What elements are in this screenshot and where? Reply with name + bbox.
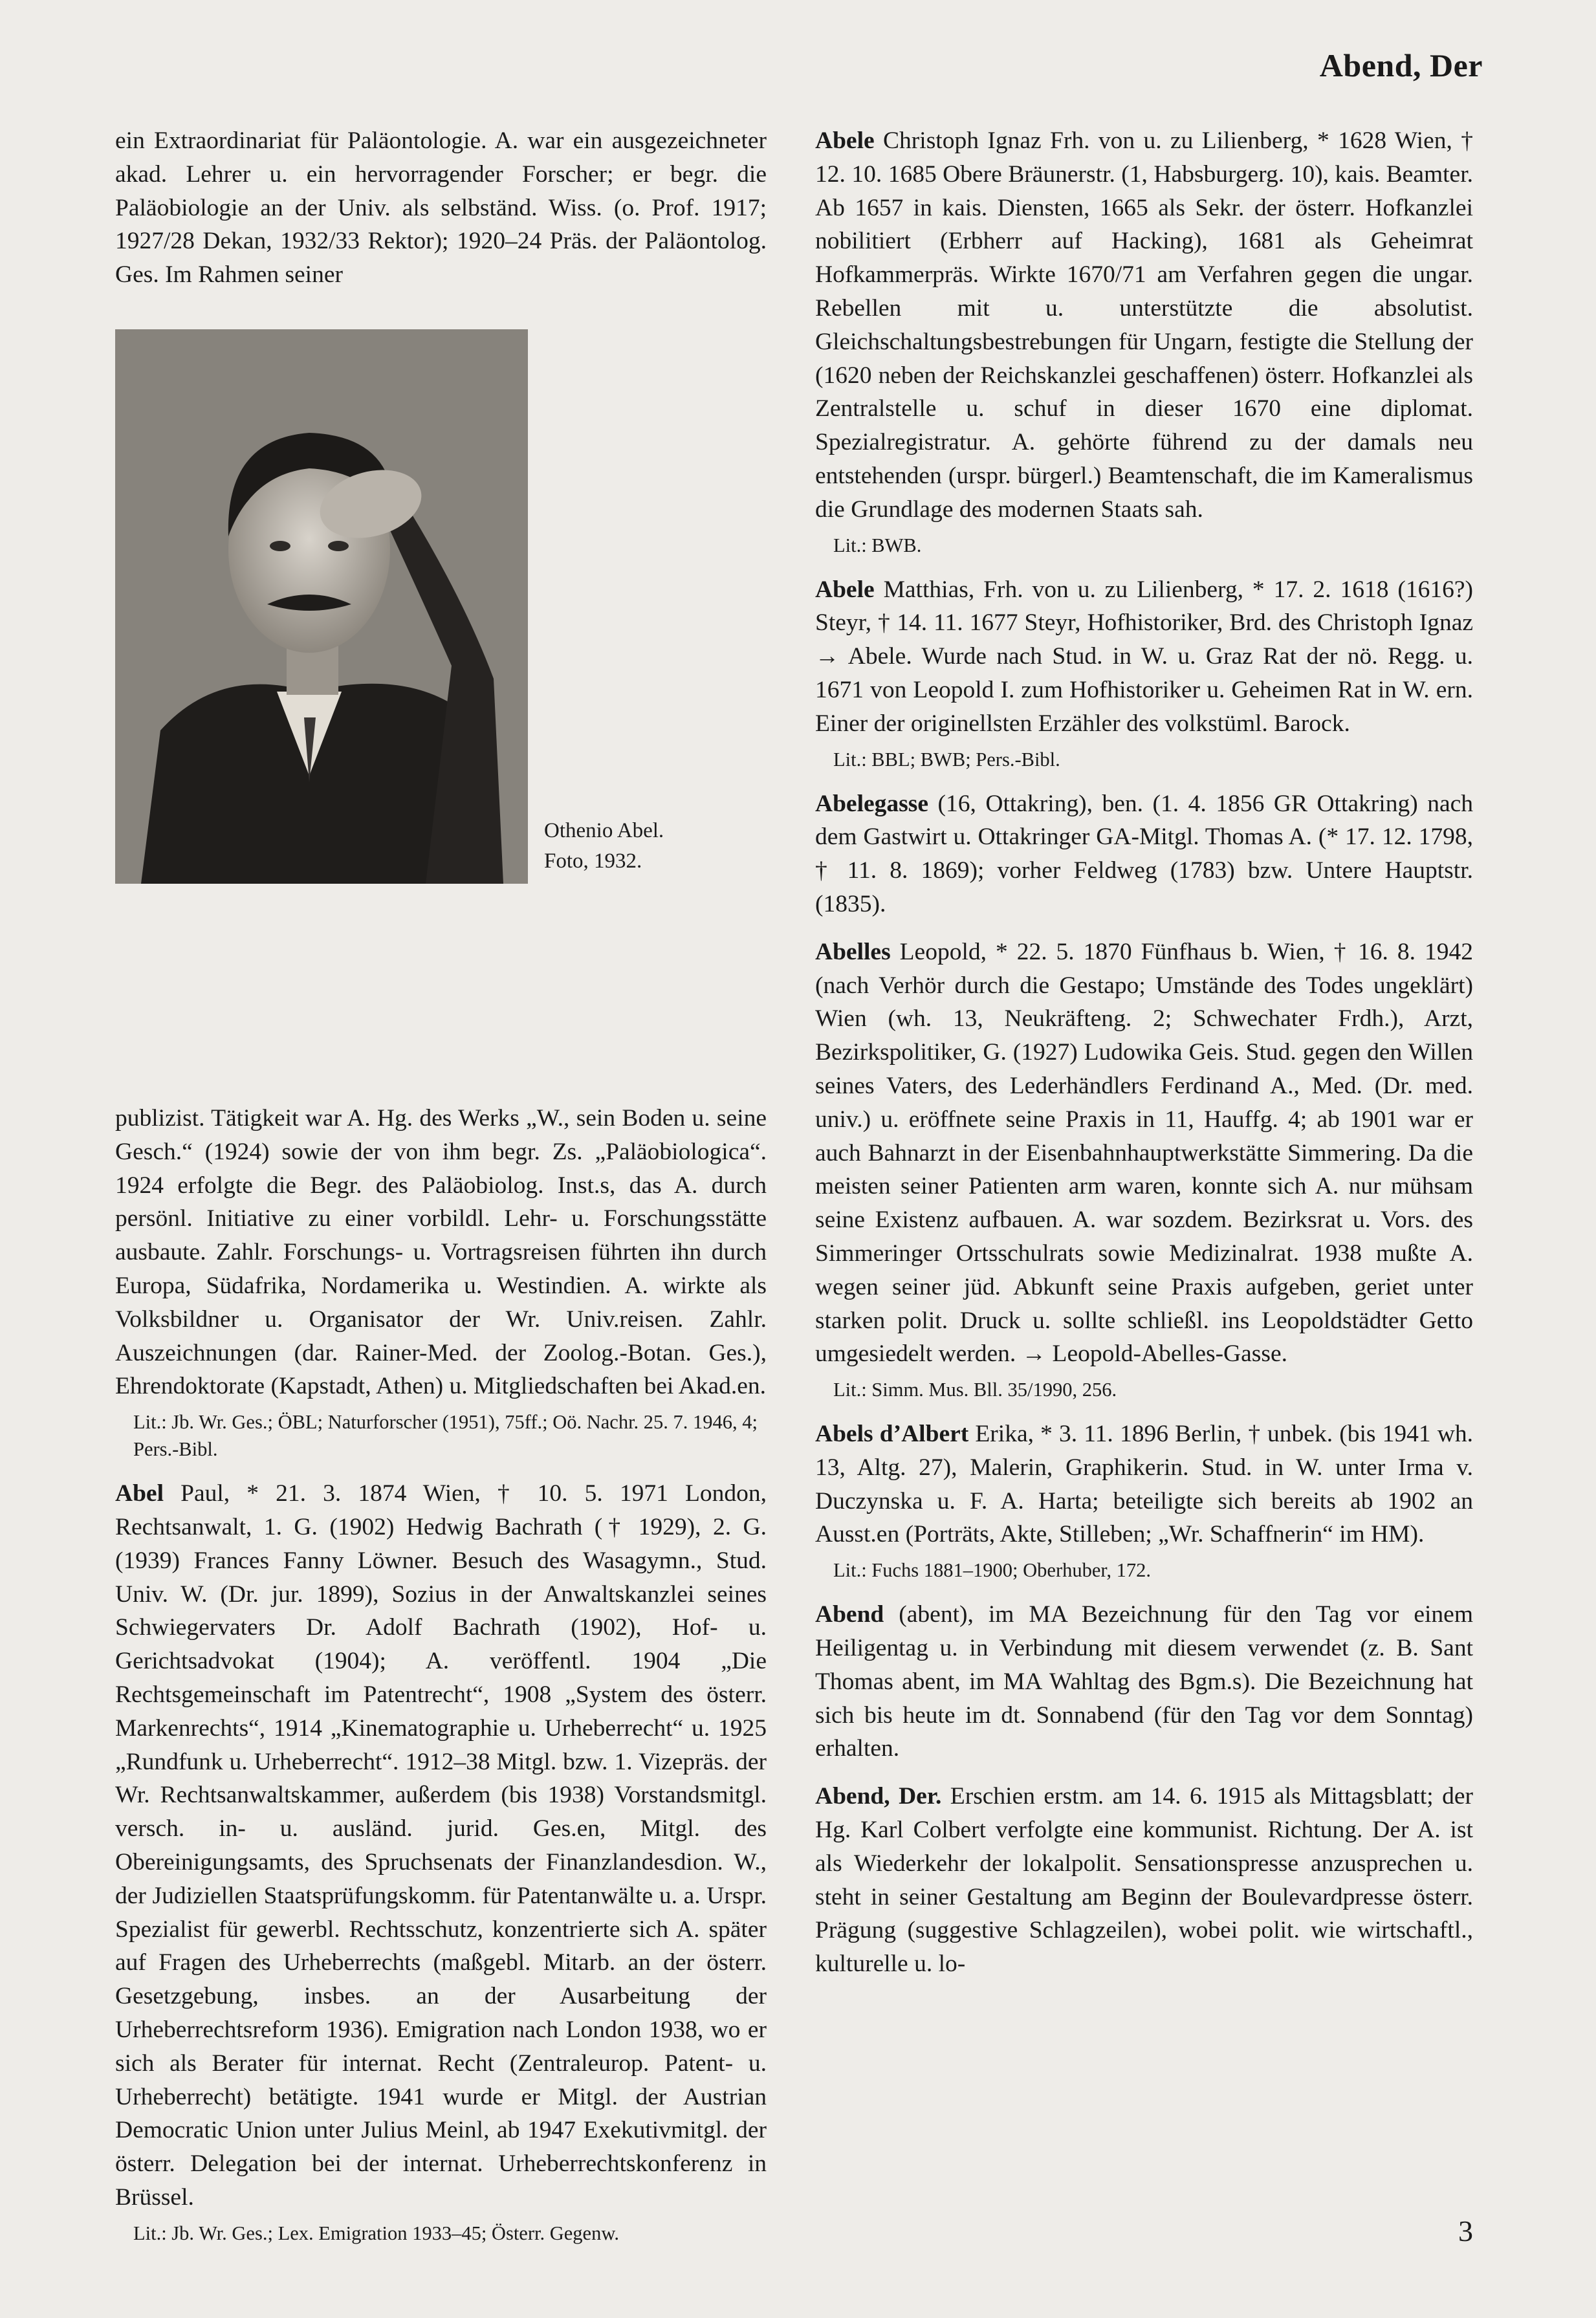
running-head: Abend, Der xyxy=(1319,47,1483,83)
literature-abel-paul: Lit.: Jb. Wr. Ges.; Lex. Emigration 1933–45; Österr. Gegenw. xyxy=(133,2222,619,2244)
entry-abend-der xyxy=(815,1780,1473,1981)
caption-name: Othenio Abel. xyxy=(544,818,664,842)
left-column xyxy=(115,124,767,2247)
entry-abele-matthias xyxy=(815,573,1473,741)
photo-caption xyxy=(544,816,664,877)
literature-abels-dalbert: Lit.: Fuchs 1881–1900; Oberhuber, 172. xyxy=(833,1559,1151,1582)
text-abend: (abent), im MA Bezeichnung für den Tag vor einem Heiligentag u. in Verbindung mit diesem verwendet (z. B. Sant Thomas abent, im MA Wahltag des Bgm.s). Die Bezeichnung hat sich bis heute im dt. Sonnabend (für den Tag vor dem Sonntag) erhalten. xyxy=(815,1601,1473,1762)
lemma-abend-der: Abend, Der. xyxy=(815,1783,942,1810)
page-number: 3 xyxy=(1458,2214,1473,2247)
entry-abele-christoph xyxy=(815,124,1473,527)
lemma-abels-dalbert: Abels d’Albert xyxy=(815,1421,969,1448)
text-abels-dalbert: Erika, * 3. 11. 1896 Berlin, † unbek. (bis 1941 wh. 13, Altg. 27), Malerin, Graphikerin. Stud. in W. unter Irma v. Duczynska u. F. A. Harta; beteiligte sich bereits ab 1902 an Ausst.en (Porträts, Akte, Stilleben; „Wr. Schaffnerin“ im HM). xyxy=(815,1421,1473,1548)
portrait-photo xyxy=(115,329,528,884)
lemma-abele-matthias: Abele xyxy=(815,576,875,603)
text-abelles: Leopold, * 22. 5. 1870 Fünfhaus b. Wien, † 16. 8. 1942 (nach Verhör durch die Gestapo; Umstände des Todes ungeklärt) Wien (wh. 13, Neukräfteng. 2; Schwechater Frdh.), Arzt, Bezirkspolitiker, G. (1927) Ludowika Geis. Stud. gegen den Willen seines Vaters, des Lederhändlers Ferdinand A., Med. (Dr. med. univ.) u. eröffnete seine Praxis in 11, Hauffg. 4; ab 1901 war er auch Bahnarzt in der Eisenbahnhauptwerkstätte Simmering. Da die meisten seiner Patienten arm waren, konnte sich A. nur mühsam seine Existenz aufbauen. A. war sozdem. Bezirksrat u. Vors. des Simmeringer Ortsschulrats sowie Medizinalrat. 1938 mußte A. wegen seiner jüd. Abkunft seine Praxis aufgeben, geriet unter starken polit. Druck u. sollte schließl. ins Leopoldstädter Getto umgesiedelt werden. → Leopold-Abelles-Gasse. xyxy=(815,938,1473,1368)
literature-abel-othenio: Lit.: Jb. Wr. Ges.; ÖBL; Naturforscher (1951), 75ff.; Oö. Nachr. 25. 7. 1946, 4; Pers.-Bibl. xyxy=(133,1411,758,1461)
photo-figure xyxy=(115,318,767,1094)
entry-abelegasse xyxy=(815,787,1473,921)
lemma-abel-paul: Abel xyxy=(115,1480,164,1507)
entry-abel-paul xyxy=(115,1477,767,2214)
paragraph-abel-othenio-cont: publizist. Tätigkeit war A. Hg. des Werks „W., sein Boden u. seine Gesch.“ (1924) sowie der von ihm begr. Zs. „Paläobiologica“. 1924 erfolgte die Begr. des Paläobiolog. Inst.s, das A. durch persönl. Initiative zu einer vorbildl. Lehr- u. Forschungsstätte ausbaute. Zahlr. Forschungs- u. Vortragsreisen führten ihn durch Europa, Südafrika, Nordamerika u. Westindien. A. wirkte als Volksbildner u. Organisator der Wr. Univ.reisen. Zahlr. Auszeichnungen (dar. Rainer-Med. der Zoolog.-Botan. Ges.), Ehrendoktorate (Kapstadt, Athen) u. Mitgliedschaften bei Akad.en. xyxy=(115,1104,767,1400)
text-abele-matthias: Matthias, Frh. von u. zu Lilienberg, * 17. 2. 1618 (1616?) Steyr, † 14. 11. 1677 Steyr, Hofhistoriker, Brd. des Christoph Ignaz → Abele. Wurde nach Stud. in W. u. Graz Rat der nö. Regg. u. 1671 von Leopold I. zum Hofhistoriker u. Geheimen Rat in W. ern. Einer der originellsten Erzähler des volkstüml. Barock. xyxy=(815,576,1473,737)
literature-abele-christoph: Lit.: BWB. xyxy=(833,534,922,556)
text-abend-der: Erschien erstm. am 14. 6. 1915 als Mittagsblatt; der Hg. Karl Colbert verfolgte eine kommunist. Richtung. Der A. ist als Wiederkehr der lokalpolit. Sensationspresse anzusprechen u. steht in seiner Gestaltung am Beginn der Boulevardpresse österr. Prägung (suggestive Schlagzeilen), wobei polit. wie wirtschaftl., kulturelle u. lo- xyxy=(815,1783,1473,1978)
text-abel-paul: Paul, * 21. 3. 1874 Wien, † 10. 5. 1971 London, Rechtsanwalt, 1. G. (1902) Hedwig Bachrath († 1929), 2. G. (1939) Frances Fanny Löwner. Besuch des Wasagymn., Stud. Univ. W. (Dr. jur. 1899), Sozius in der Anwaltskanzlei seines Schwiegervaters Dr. Adolf Bachrath (1902), Hof- u. Gerichtsadvokat (1904); A. veröffentl. 1904 „Die Rechtsgemeinschaft im Patentrecht“, 1908 „System des österr. Markenrechts“, 1914 „Kinematographie u. Urheberrecht“ u. 1925 „Rundfunk u. Urheberrecht“. 1912–38 Mitgl. bzw. 1. Vizepräs. der Wr. Rechtsanwaltskammer, außerdem (bis 1938) Vorstandsmitgl. versch. in- u. ausländ. jurid. Ges.en, Mitgl. des Obereinigungsamts, des Spruchsenats der Finanzlandesdion. W., der Judiziellen Staatsprüfungskomm. für Patentanwälte u. a. Urspr. Spezialist für gewerbl. Rechtsschutz, konzentrierte sich A. später auf Fragen des Urheberrechts (maßgebl. Mitarb. an der österr. Gesetzgebung, insbes. an der Ausarbeitung der Urheberrechtsreform 1936). Emigration nach London 1938, wo er sich als Berater für internat. Recht (Zentraleurop. Patent- u. Urheberrecht) betätigte. 1941 wurde er Mitgl. der Austrian Democratic Union unter Julius Meinl, ab 1947 Exekutivmitgl. der österr. Delegation bei der internat. Urheberrechtskonferenz in Brüssel. xyxy=(115,1480,767,2211)
paragraph-abel-othenio-start: ein Extraordinariat für Paläontologie. A. war ein ausgezeichneter akad. Lehrer u. ein hervorragender Forscher; er begr. die Paläobiologie an der Univ. als selbständ. Wiss. (o. Prof. 1917; 1927/28 Dekan, 1932/33 Rektor); 1920–24 Präs. der Paläontolog. Ges. Im Rahmen seiner xyxy=(115,127,767,289)
entry-abels-dalbert xyxy=(815,1417,1473,1551)
lemma-abend: Abend xyxy=(815,1601,884,1628)
entry-abelles xyxy=(815,935,1473,1371)
lemma-abelegasse: Abelegasse xyxy=(815,790,928,817)
entry-abend xyxy=(815,1598,1473,1766)
text-abele-christoph: Christoph Ignaz Frh. von u. zu Lilienberg, * 1628 Wien, † 12. 10. 1685 Obere Bräunerstr. (1, Habsburgerg. 10), kais. Beamter. Ab 1657 in kais. Diensten, 1665 als Sekr. der österr. Hofkanzlei nobilitiert (Erbherr auf Hacking), 1681 als Geheimrat Hofkammerpräs. Wirkte 1670/71 am Verfahren gegen die ungar. Rebellen mit u. unterstützte die absolutist. Gleichschaltungsbestrebungen für Ungarn, festigte die Stellung der (1620 neben der Reichskanzlei geschaffenen) österr. Hofkanzlei als Zentralstelle u. schuf in dieser 1670 eine diplomat. Spezialregistratur. A. gehörte führend zu der damals neu entstehenden (urspr. bürgerl.) Beamtenschaft, die im Kameralismus die Grundlage des modernen Staats sah. xyxy=(815,127,1473,523)
caption-date: Foto, 1932. xyxy=(544,849,642,873)
text-abelegasse: (16, Ottakring), ben. (1. 4. 1856 GR Ottakring) nach dem Gastwirt u. Ottakringer GA-Mitgl. Thomas A. (* 17. 12. 1798, † 11. 8. 1869); vorher Feldweg (1783) bzw. Untere Hauptstr. (1835). xyxy=(815,790,1473,917)
literature-abelles: Lit.: Simm. Mus. Bll. 35/1990, 256. xyxy=(833,1379,1117,1401)
lemma-abele-christoph: Abele xyxy=(815,127,875,154)
right-column xyxy=(815,124,1473,1981)
portrait-image xyxy=(115,329,528,884)
literature-abele-matthias: Lit.: BBL; BWB; Pers.-Bibl. xyxy=(833,748,1060,771)
lemma-abelles: Abelles xyxy=(815,938,891,965)
